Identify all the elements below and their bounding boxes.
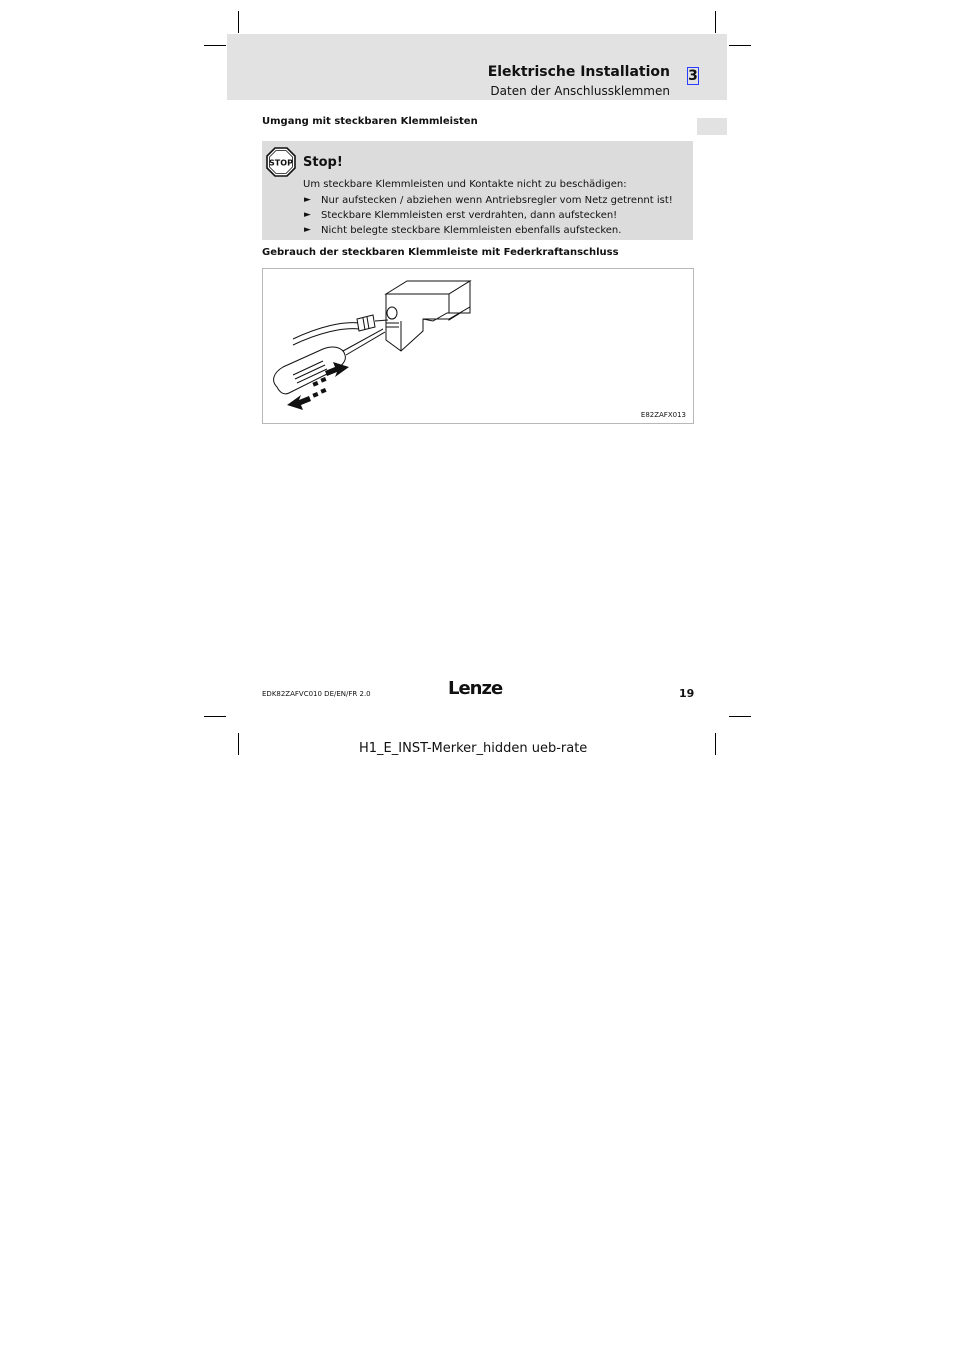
list-item-text: Steckbare Klemmleisten erst verdrahten, dann aufstecken! (321, 210, 618, 221)
list-item (303, 208, 673, 223)
section-heading: Umgang mit steckbaren Klemmleisten (262, 116, 478, 127)
chapter-subtitle: Daten der Anschlussklemmen (490, 84, 670, 98)
list-item (303, 193, 673, 208)
crop-mark (715, 733, 716, 755)
crop-mark (238, 11, 239, 33)
bullet-arrow-icon: ► (304, 195, 311, 205)
stop-intro: Um steckbare Klemmleisten und Kontakte nicht zu beschädigen: (303, 179, 627, 190)
lenze-logo: Lenze (448, 678, 503, 699)
page-number: 19 (679, 687, 695, 700)
stop-icon-text: STOP (269, 158, 293, 168)
section-heading: Gebrauch der steckbaren Klemmleiste mit Federkraftanschluss (262, 247, 619, 258)
bullet-arrow-icon: ► (304, 210, 311, 220)
figure-frame (262, 268, 694, 424)
hidden-marker-text: H1_E_INST-Merker_hidden ueb-rate (359, 741, 588, 756)
list-item-text: Nur aufstecken / abziehen wenn Antriebsregler vom Netz getrennt ist! (321, 195, 673, 206)
chapter-number[interactable]: 3 (688, 68, 698, 84)
footer-doc-id: EDK82ZAFVC010 DE/EN/FR 2.0 (262, 690, 371, 698)
crop-mark (238, 733, 239, 755)
chapter-title: Elektrische Installation (487, 64, 670, 80)
stop-list (303, 193, 673, 238)
crop-mark (729, 45, 751, 46)
list-item (303, 223, 673, 238)
crop-mark (715, 11, 716, 33)
stop-notice (262, 141, 693, 240)
screwdriver-terminal-illustration (263, 269, 693, 423)
side-tab (697, 118, 727, 135)
stop-title: Stop! (303, 155, 343, 170)
figure-label: E82ZAFX013 (640, 411, 686, 419)
crop-mark (729, 716, 751, 717)
crop-mark (204, 716, 226, 717)
stop-sign-icon (266, 147, 296, 177)
crop-mark (204, 45, 226, 46)
list-item-text: Nicht belegte steckbare Klemmleisten ebenfalls aufstecken. (321, 225, 622, 236)
bullet-arrow-icon: ► (304, 225, 311, 235)
